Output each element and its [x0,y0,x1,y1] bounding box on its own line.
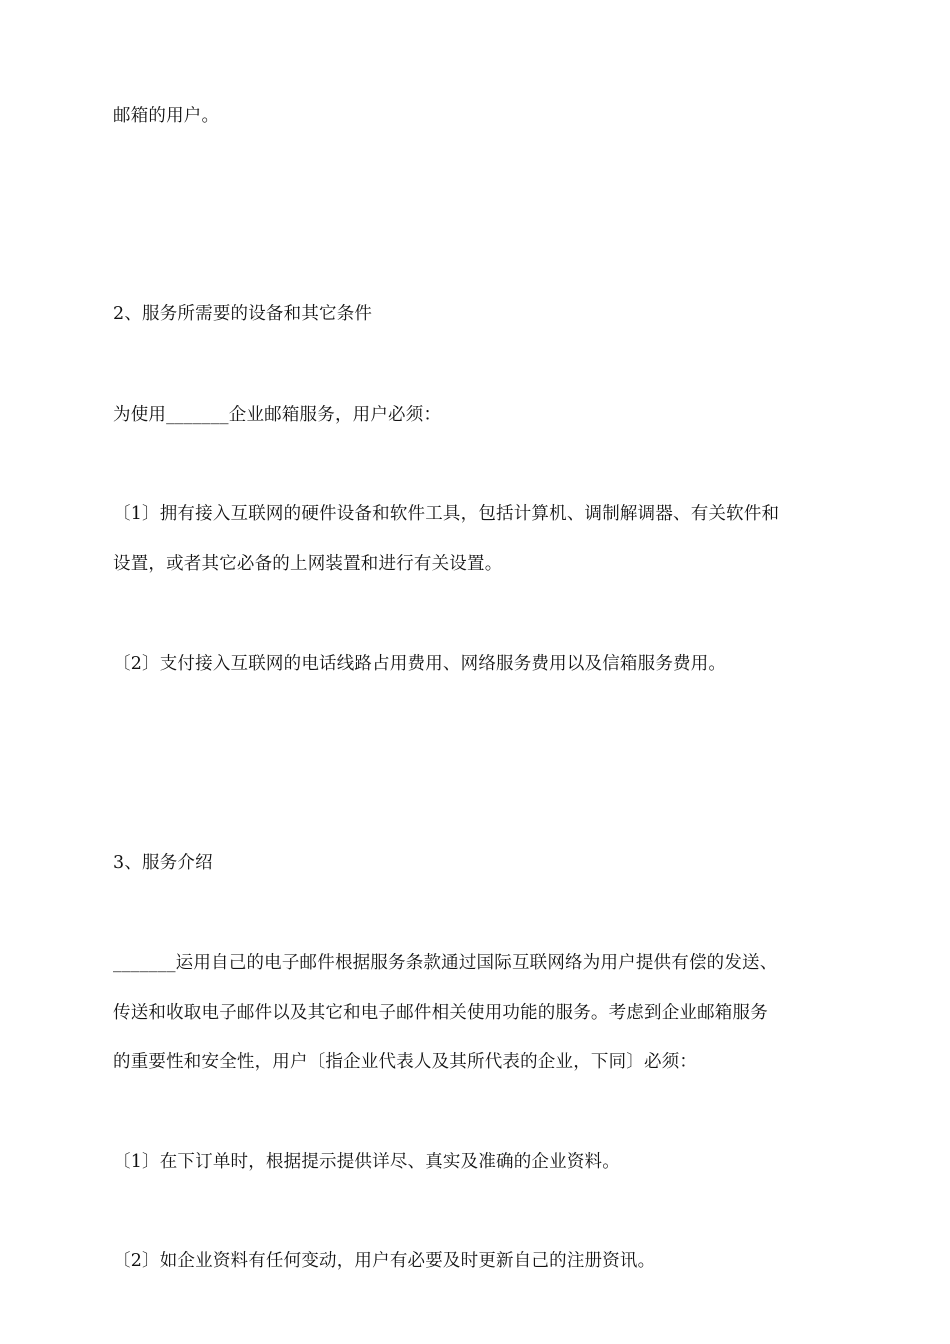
paragraph-line: 的重要性和安全性，用户〔指企业代表人及其所代表的企业，下同〕必须： [113,1052,698,1072]
paragraph-line: 为使用_______企业邮箱服务，用户必须： [113,405,442,425]
list-item-line: 〔1〕在下订单时，根据提示提供详尽、真实及准确的企业资料。 [113,1152,620,1172]
section-heading: 2、服务所需要的设备和其它条件 [113,304,373,324]
paragraph-line: 邮箱的用户。 [113,106,220,126]
list-item-line: 〔1〕拥有接入互联网的硬件设备和软件工具，包括计算机、调制解调器、有关软件和 [113,504,780,524]
list-item-line: 设置，或者其它必备的上网装置和进行有关设置。 [113,554,503,574]
paragraph-line: _______运用自己的电子邮件根据服务条款通过国际互联网络为用户提供有偿的发送、 [113,953,778,973]
section-heading: 3、服务介绍 [113,853,213,873]
list-item-line: 〔2〕如企业资料有任何变动，用户有必要及时更新自己的注册资讯。 [113,1251,656,1271]
list-item-line: 〔2〕支付接入互联网的电话线路占用费用、网络服务费用以及信箱服务费用。 [113,654,727,674]
paragraph-line: 传送和收取电子邮件以及其它和电子邮件相关使用功能的服务。考虑到企业邮箱服务 [113,1003,768,1023]
